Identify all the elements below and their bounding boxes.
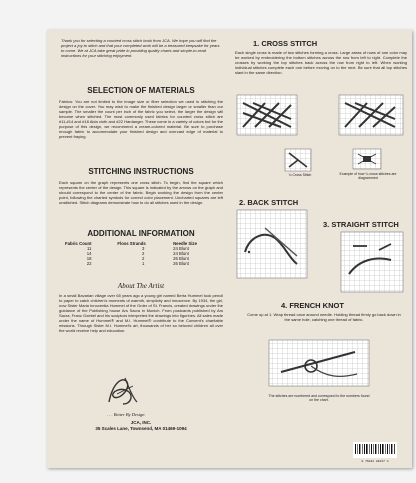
table-cell: 11 <box>86 246 92 251</box>
materials-text: Fabrics: You are not limited to the image size or fiber selection we used in stitching the design on the cover. You may wish to make the finished design larger or smaller than our sample. The smaller the count per inch of the fabric you select, the larger the design will become when stitched. The most commonly used fabrics for counted cross stitch are #11,#14 and #18 Aida cloth and #22 Hardanger. These come in a variety of colors but for the purpose of this design, we recommend a cream-colored material. Be sure to purchase enough fabric to accommodate your finished design and overcast edge of material to prevent fraying. <box>59 99 223 139</box>
additional-title: ADDITIONAL INFORMATION <box>87 229 195 238</box>
barcode-number: 0 76042 84037 4 <box>361 460 389 463</box>
table-header: Floss Strands <box>117 241 146 246</box>
table-cell: 18 <box>86 256 92 261</box>
french-knot-text: Come up at 1. Wrap thread once around needle. Holding thread firmly go back down in the same hole, catching one thread of fabric. <box>247 312 401 322</box>
table-cell: 1 <box>142 261 145 266</box>
jca-logo-icon <box>103 372 143 410</box>
table-cell: 24 Blunt <box>173 251 189 256</box>
stitching-text: Each square on the graph represents one cross stitch. To begin, find the square which represents the center of the design. This square is indicated by the arrows on the graph and should correspond to the center of the fabric. Begin working the design from the center point, following the charted symbols for correct color placement. Uncharted squares are left unstitched. Stitch diagrams demonstrate how to do all stitches used in the design. <box>59 180 223 205</box>
french-knot-diagram <box>267 338 371 388</box>
booklet-back-cover <box>47 30 412 468</box>
artist-text: In a small Bavarian village over 65 years ago a young girl named Berta Hummel took pencil to paper to catch children's moments of warmth, simplicity and innocence. By 1934, the girl, now Sister Maria Innocentia Hummel of the Order of St. Francis, created drawings under the guidance of the Publishing house Ars Sacra in Munich. From postcards published by Ars Sacra, Franz Goebel and his sculptors interpreted the drawings into figurines. All sales made under the name of Hummel® and M.I. Hummel® contribute to the Convent's charitable missions. Through Sister M.I. Hummel's art, thousands of her so beloved children all over the world receive help and education. <box>59 293 223 333</box>
example-caption: Example of how ¼ cross stitches are diagrammed <box>339 172 397 180</box>
barcode-icon <box>353 443 397 455</box>
table-cell: 2 <box>142 251 145 256</box>
back-stitch-diagram <box>235 208 309 280</box>
table-cell: 26 Blunt <box>173 261 189 266</box>
company-address: 35 Scales Lane, Townsend, MA 01469-1094 <box>95 426 187 431</box>
table-cell: 22 <box>86 261 92 266</box>
straight-stitch-diagram <box>339 230 405 294</box>
table-header: Needle Size <box>173 241 197 246</box>
table-cell: 3 <box>142 246 145 251</box>
cross-stitch-title: 1. CROSS STITCH <box>253 39 318 48</box>
straight-stitch-title: 3. STRAIGHT STITCH <box>323 220 399 229</box>
cross-stitch-text: Each single cross is made of two stitches forming a cross. Large areas of rows of one color may be worked by embroidering the bottom stitches across the row from left to right. Complete the crosses by working the top stitches back across the row from right to left. When working individual stitches complete each one before moving on to the next. Be sure that all top stitches slant in the same direction. <box>235 50 407 75</box>
table-cell: 26 Blunt <box>173 256 189 261</box>
table-cell: 2 <box>142 256 145 261</box>
table-row <box>63 261 219 266</box>
back-stitch-title: 2. BACK STITCH <box>239 198 299 207</box>
numbers-note: The stitches are numbered and correspond to the numbers found on the chart. <box>268 394 370 402</box>
intro-text: Thank you for selecting a counted cross stitch book from JCA. We hope you will find the project a joy to stitch and that your completed work will be a treasured keepsake for years to come. We at JCA take great pride in providing quality charts and simple-to-read instructions for your stitching enjoyment. <box>61 38 220 58</box>
barcode <box>353 442 397 463</box>
table-cell: 24 Blunt <box>173 246 189 251</box>
stitching-title: STITCHING INSTRUCTIONS <box>88 167 194 176</box>
french-knot-title: 4. FRENCH KNOT <box>281 301 344 310</box>
materials-title: SELECTION OF MATERIALS <box>87 86 195 95</box>
tagline: . . . Better By Design <box>107 412 145 417</box>
quarter-cross-caption: ¼ Cross Stitch <box>288 173 312 177</box>
company-name: JCA, INC. <box>130 420 152 425</box>
artist-title: About The Artist <box>117 282 165 290</box>
fabric-table <box>63 241 219 266</box>
table-cell: 14 <box>86 251 92 256</box>
table-header: Fabric Count <box>65 241 92 246</box>
